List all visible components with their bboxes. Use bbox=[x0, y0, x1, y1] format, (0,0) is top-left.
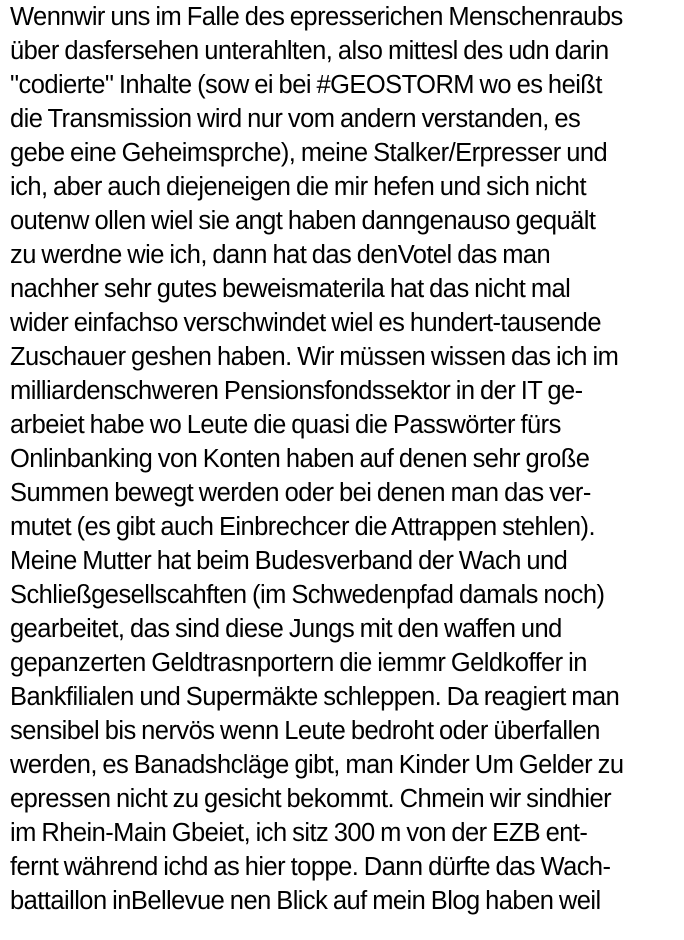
text-line-23: werden, es Banadshcläge gibt, man Kinder Um Gelder zu bbox=[10, 751, 624, 779]
text-line-12: milliardenschweren Pensionsfondssektor in der IT ge- bbox=[10, 377, 583, 405]
text-line-10: wider einfachso verschwindet wiel es hundert-tausende bbox=[10, 309, 601, 337]
text-line-14: Onlinbanking von Konten haben auf denen sehr große bbox=[10, 445, 590, 473]
text-line-17: Meine Mutter hat beim Budesverband der Wach und bbox=[10, 547, 568, 575]
text-line-4: die Transmission wird nur vom andern verstanden, es bbox=[10, 105, 581, 133]
text-line-15: Summen bewegt werden oder bei denen man das ver- bbox=[10, 479, 591, 507]
text-line-6: ich, aber auch diejeneigen die mir hefen und sich nicht bbox=[10, 173, 586, 201]
text-line-27: battaillon inBellevue nen Blick auf mein Blog haben weil bbox=[10, 887, 601, 915]
text-line-2: über dasfersehen unterahlten, also mittesl des udn darin bbox=[10, 37, 609, 65]
text-line-21: Bankfilialen und Supermäkte schleppen. Da reagiert man bbox=[10, 683, 620, 711]
text-line-25: im Rhein-Main Gbeiet, ich sitz 300 m von der EZB ent- bbox=[10, 819, 588, 847]
text-line-5: gebe eine Geheimsprche), meine Stalker/Erpresser und bbox=[10, 139, 608, 167]
text-line-1: Wennwir uns im Falle des epresserichen Menschenraubs bbox=[10, 3, 623, 31]
text-line-26: fernt während ichd as hier toppe. Dann dürfte das Wach- bbox=[10, 853, 611, 881]
text-line-22: sensibel bis nervös wenn Leute bedroht oder überfallen bbox=[10, 717, 600, 745]
text-line-24: epressen nicht zu gesicht bekommt. Chmein wir sindhier bbox=[10, 785, 612, 813]
document-page bbox=[10, 0, 680, 940]
text-line-7: outenw ollen wiel sie angt haben danngenauso gequält bbox=[10, 207, 596, 235]
text-line-19: gearbeitet, das sind diese Jungs mit den waffen und bbox=[10, 615, 562, 643]
text-line-16: mutet (es gibt auch Einbrechcer die Attrappen stehlen). bbox=[10, 513, 596, 541]
text-line-13: arbeiet habe wo Leute die quasi die Passwörter fürs bbox=[10, 411, 561, 439]
text-line-3: "codierte" Inhalte (sow ei bei #GEOSTORM wo es heißt bbox=[10, 71, 602, 99]
text-line-9: nachher sehr gutes beweismaterila hat das nicht mal bbox=[10, 275, 571, 303]
text-line-18: Schließgesellscahften (im Schwedenpfad damals noch) bbox=[10, 581, 605, 609]
text-line-11: Zuschauer geshen haben. Wir müssen wissen das ich im bbox=[10, 343, 619, 371]
text-line-20: gepanzerten Geldtrasnportern die iemmr Geldkoffer in bbox=[10, 649, 587, 677]
text-line-8: zu werdne wie ich, dann hat das denVotel das man bbox=[10, 241, 551, 269]
